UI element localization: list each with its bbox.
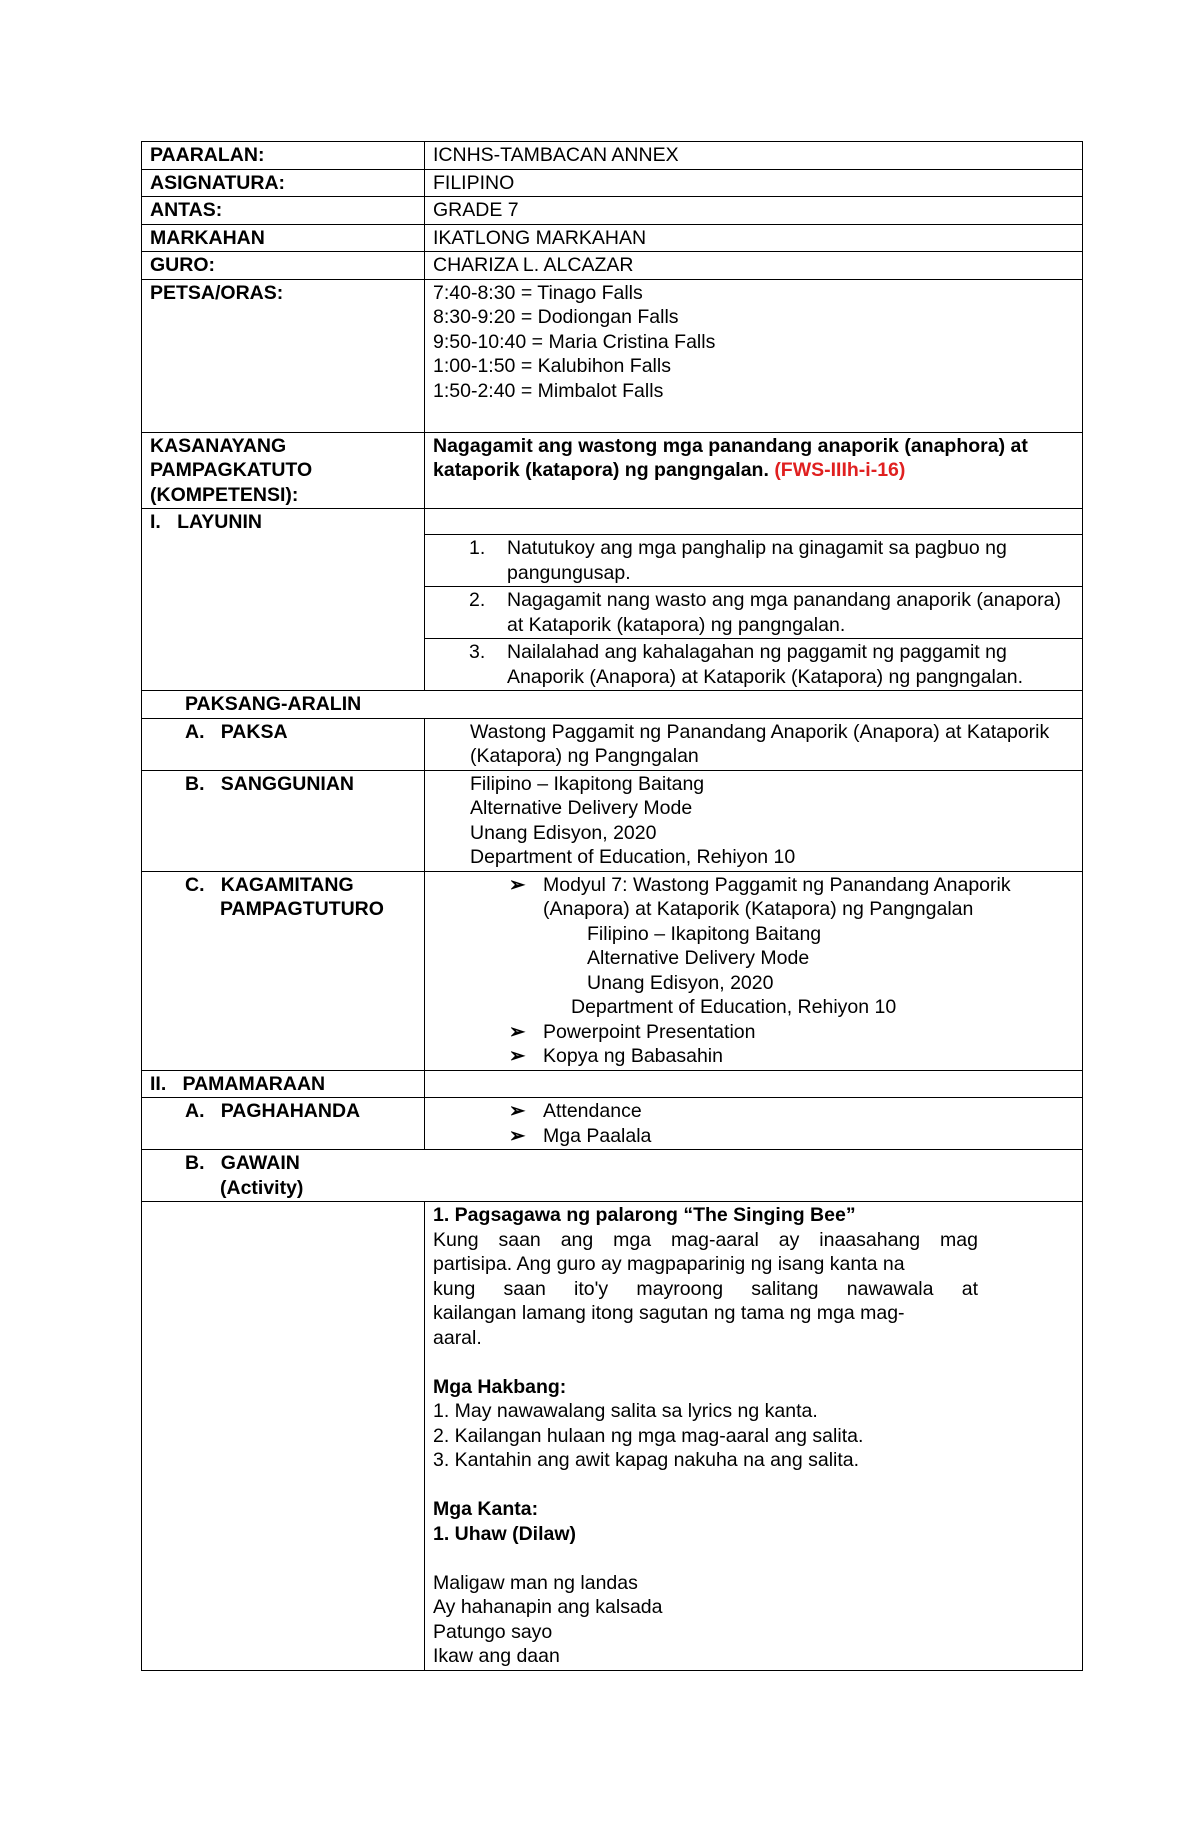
activity-intro-line: Kung saan ang mga mag-aaral ay inaasahang mag (433, 1228, 978, 1251)
pamamaraan-spacer (425, 1070, 1083, 1098)
activity-label-cell (142, 1202, 425, 1671)
label-paghahanda (142, 1098, 425, 1150)
objective-text: Natutukoy ang mga panghalip na ginagamit sa pagbuo ng pangungusap. (507, 537, 1007, 584)
schedule-line: 9:50-10:40 = Maria Cristina Falls (433, 330, 716, 353)
layunin-spacer (425, 509, 1083, 535)
objective-number: 1. (469, 537, 486, 559)
reference-line: Alternative Delivery Mode (470, 797, 693, 819)
material-item: Modyul 7: Wastong Paggamit ng Panandang Anaporik (Anapora) at Kataporik (Katapora) ng Pangngalan (543, 873, 1011, 920)
row-gawain (142, 1150, 1083, 1202)
reference-line: Filipino – Ikapitong Baitang (470, 772, 705, 795)
row-paghahanda (142, 1098, 1083, 1150)
lyric-line: Ay hahanapin ang kalsada (433, 1596, 663, 1618)
label-line: (KOMPETENSI): (150, 483, 299, 506)
step-item: 3. Kantahin ang awit kapag nakuha na ang salita. (433, 1449, 860, 1471)
row-activity (142, 1202, 1083, 1671)
label-text: C. KAGAMITANG (185, 873, 354, 896)
row-paksang-aralin (142, 691, 1083, 719)
value-kagamitan (425, 871, 1083, 1070)
activity-intro-line: kailangan lamang itong sagutan ng tama ng mga mag- (433, 1302, 905, 1324)
lyric-line: Patungo sayo (433, 1620, 553, 1643)
label-paaralan: PAARALAN: (142, 142, 425, 170)
label-text: B. GAWAIN (185, 1152, 300, 1174)
row-sanggunian (142, 770, 1083, 871)
value-markahan: IKATLONG MARKAHAN (425, 224, 1083, 252)
activity-intro-line: partisipa. Ang guro ay magpaparinig ng isang kanta na (433, 1253, 905, 1275)
reference-line: Unang Edisyon, 2020 (470, 821, 657, 844)
row-petsa (142, 279, 1083, 432)
step-item: 2. Kailangan hulaan ng mga mag-aaral ang salita. (433, 1424, 864, 1447)
value-guro: CHARIZA L. ALCAZAR (425, 252, 1083, 280)
material-subline: Department of Education, Rehiyon 10 (571, 996, 897, 1018)
label-line: PAMPAGKATUTO (150, 459, 313, 481)
value-petsa (425, 279, 1083, 432)
material-subline: Alternative Delivery Mode (587, 947, 810, 969)
value-paksa (425, 718, 1083, 770)
row-paaralan (142, 142, 1083, 170)
competency-code: (FWS-IIIh-i-16) (774, 459, 906, 481)
steps-title: Mga Hakbang: (433, 1375, 567, 1398)
schedule-line: 1:50-2:40 = Mimbalot Falls (433, 379, 664, 402)
songs-title: Mga Kanta: (433, 1498, 539, 1520)
value-antas: GRADE 7 (425, 197, 1083, 225)
value-paghahanda (425, 1098, 1083, 1150)
lyric-line: Ikaw ang daan (433, 1645, 560, 1667)
value-paaralan: ICNHS-TAMBACAN ANNEX (425, 142, 1083, 170)
objective-item (425, 535, 1083, 587)
lesson-plan (141, 141, 1082, 1671)
value-kasanayan (425, 432, 1083, 509)
label-text: A. PAKSA (185, 720, 288, 743)
label-gawain (142, 1150, 1083, 1202)
label-paksang-aralin (142, 691, 1083, 719)
label-text: (Activity) (220, 1176, 304, 1199)
arrow-bullet-icon: ➢ (509, 1100, 526, 1122)
row-paksa (142, 718, 1083, 770)
row-layunin-header (142, 509, 1083, 535)
arrow-bullet-icon: ➢ (509, 1045, 526, 1067)
value-asignatura: FILIPINO (425, 169, 1083, 197)
song-title: 1. Uhaw (Dilaw) (433, 1522, 577, 1545)
preparation-item: Attendance (543, 1100, 642, 1122)
competency-text: Nagagamit ang wastong mga panandang anaporik (anaphora) at kataporik (katapora) ng pangngalan. (433, 434, 1028, 481)
material-subline: Filipino – Ikapitong Baitang (587, 922, 822, 945)
step-item: 1. May nawawalang salita sa lyrics ng kanta. (433, 1400, 818, 1422)
objective-item (425, 639, 1083, 691)
label-layunin: I. LAYUNIN (142, 509, 425, 691)
row-guro (142, 252, 1083, 280)
material-item: Powerpoint Presentation (543, 1020, 756, 1043)
label-paksa (142, 718, 425, 770)
activity-intro-line: aaral. (433, 1326, 482, 1349)
material-subline: Unang Edisyon, 2020 (587, 971, 774, 994)
row-markahan (142, 224, 1083, 252)
row-antas (142, 197, 1083, 225)
objective-text: Nagagamit nang wasto ang mga panandang anaporik (anapora) at Kataporik (katapora) ng pangngalan. (507, 589, 1061, 636)
label-text: B. SANGGUNIAN (185, 772, 355, 795)
lesson-plan-table (141, 141, 1083, 1671)
label-text: A. PAGHAHANDA (185, 1100, 361, 1122)
label-text: PAMPAGTUTURO (220, 898, 384, 920)
label-guro: GURO: (142, 252, 425, 280)
label-petsa: PETSA/ORAS: (142, 279, 425, 432)
row-pamamaraan (142, 1070, 1083, 1098)
schedule-line: 1:00-1:50 = Kalubihon Falls (433, 355, 671, 377)
topic-text: Wastong Paggamit ng Panandang Anaporik (Anapora) at Kataporik (Katapora) ng Pangngalan (470, 720, 1050, 767)
label-asignatura: ASIGNATURA: (142, 169, 425, 197)
row-kagamitan (142, 871, 1083, 1070)
activity-title: 1. Pagsagawa ng palarong “The Singing Bee” (433, 1204, 856, 1226)
activity-intro-line: kung saan ito'y mayroong salitang nawawala at (433, 1277, 978, 1300)
label-kasanayan (142, 432, 425, 509)
preparation-item: Mga Paalala (543, 1124, 652, 1147)
arrow-bullet-icon: ➢ (509, 1020, 526, 1043)
label-sanggunian (142, 770, 425, 871)
arrow-bullet-icon: ➢ (509, 873, 526, 896)
section-title: PAKSANG-ARALIN (185, 693, 362, 715)
activity-content (425, 1202, 1083, 1671)
label-antas: ANTAS: (142, 197, 425, 225)
value-sanggunian (425, 770, 1083, 871)
objective-number: 3. (469, 641, 486, 663)
schedule-line: 7:40-8:30 = Tinago Falls (433, 281, 643, 304)
lyric-line: Maligaw man ng landas (433, 1571, 638, 1594)
row-asignatura (142, 169, 1083, 197)
objective-item (425, 587, 1083, 639)
label-kagamitan (142, 871, 425, 1070)
label-line: KASANAYANG (150, 434, 287, 457)
schedule-line: 8:30-9:20 = Dodiongan Falls (433, 306, 679, 328)
row-kasanayan (142, 432, 1083, 509)
reference-line: Department of Education, Rehiyon 10 (470, 846, 796, 868)
label-markahan: MARKAHAN (142, 224, 425, 252)
objective-text: Nailalahad ang kahalagahan ng paggamit ng paggamit ng Anaporik (Anapora) at Kataporik (Katapora) ng pangngalan. (507, 641, 1023, 688)
objective-number: 2. (469, 589, 486, 611)
material-item: Kopya ng Babasahin (543, 1045, 723, 1067)
label-pamamaraan: II. PAMAMARAAN (142, 1070, 425, 1098)
arrow-bullet-icon: ➢ (509, 1124, 526, 1147)
